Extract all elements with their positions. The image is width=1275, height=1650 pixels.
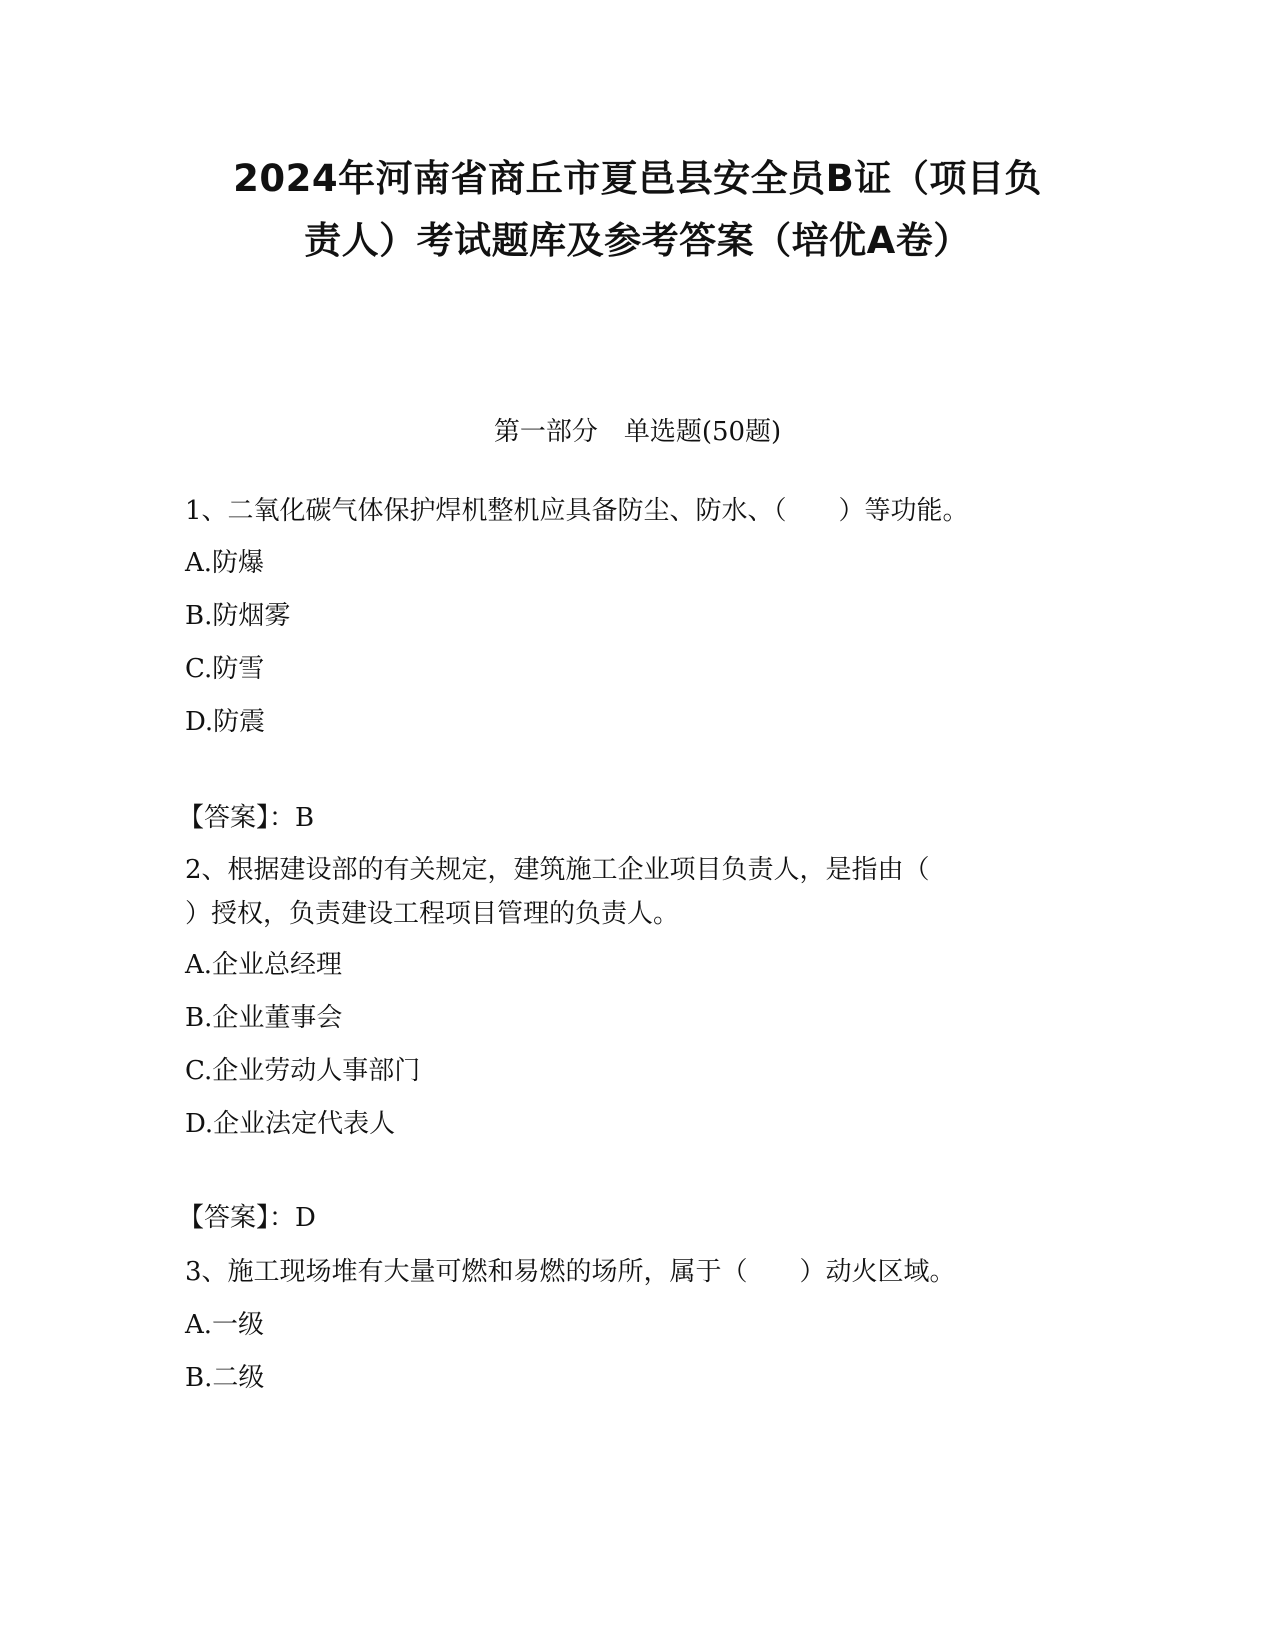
question-1-option-c: C.防雪 bbox=[185, 654, 265, 684]
question-1-option-d: D.防震 bbox=[185, 707, 266, 737]
question-1-option-b: B.防烟雾 bbox=[185, 601, 291, 631]
question-2-option-d: D.企业法定代表人 bbox=[185, 1109, 396, 1139]
section-heading: 第一部分 单选题(50题) bbox=[493, 417, 782, 447]
question-3-option-b: B.二级 bbox=[185, 1363, 265, 1393]
question-1-answer: 【答案】：B bbox=[178, 803, 315, 833]
document-title-line-2: 责人）考试题库及参考答案（培优A卷） bbox=[304, 219, 971, 262]
document-title bbox=[150, 148, 1125, 272]
question-2-option-a: A.企业总经理 bbox=[185, 950, 343, 980]
question-1-option-a: A.防爆 bbox=[185, 548, 265, 578]
question-1-stem: 1、二氧化碳气体保护焊机整机应具备防尘、防水、（ ）等功能。 bbox=[185, 496, 969, 526]
question-2-answer: 【答案】：D bbox=[178, 1203, 316, 1233]
question-3-stem: 3、施工现场堆有大量可燃和易燃的场所，属于（ ）动火区域。 bbox=[185, 1257, 956, 1287]
question-3-option-a: A.一级 bbox=[185, 1310, 265, 1340]
question-2-option-c: C.企业劳动人事部门 bbox=[185, 1056, 421, 1086]
question-2-option-b: B.企业董事会 bbox=[185, 1003, 343, 1033]
question-2-stem bbox=[185, 848, 1065, 936]
document-title-line-1: 2024年河南省商丘市夏邑县安全员B证（项目负 bbox=[233, 157, 1042, 200]
question-2-stem-line-2: ）授权，负责建设工程项目管理的负责人。 bbox=[185, 899, 680, 929]
question-2-stem-line-1: 2、根据建设部的有关规定，建筑施工企业项目负责人，是指由（ bbox=[185, 855, 930, 885]
